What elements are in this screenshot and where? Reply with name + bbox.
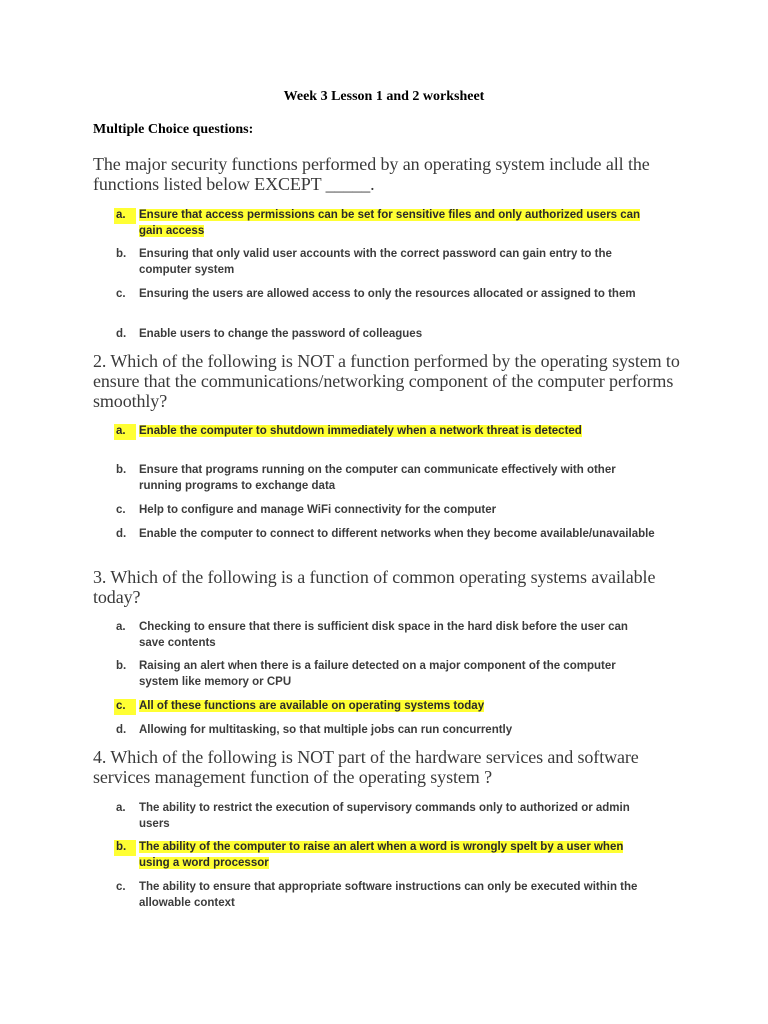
option-text-highlighted: The ability of the computer to raise an alert when a word is wrongly spelt by a user when using a word processor bbox=[139, 841, 624, 869]
option-letter: d. bbox=[116, 528, 127, 540]
option-letter: b. bbox=[114, 840, 136, 856]
option-text-highlighted: Enable the computer to shutdown immediately when a network threat is detected bbox=[139, 425, 582, 437]
option-text: The ability to restrict the execution of supervisory commands only to authorized or admin users bbox=[139, 802, 630, 830]
option-text: Raising an alert when there is a failure detected on a major component of the computer system like memory or CPU bbox=[139, 660, 616, 688]
q2-option-b bbox=[116, 463, 656, 494]
q4-option-b bbox=[116, 840, 656, 871]
q3-option-b bbox=[116, 659, 656, 690]
q4-option-a bbox=[116, 801, 656, 832]
q1-option-d bbox=[116, 327, 656, 343]
question-3: 3. Which of the following is a function of common operating systems available today? bbox=[93, 567, 656, 607]
option-letter: c. bbox=[116, 881, 126, 893]
option-letter: c. bbox=[116, 288, 126, 300]
document-title: Week 3 Lesson 1 and 2 worksheet bbox=[283, 89, 485, 104]
option-letter: b. bbox=[116, 248, 127, 260]
option-text-highlighted: All of these functions are available on operating systems today bbox=[139, 700, 485, 712]
question-2: 2. Which of the following is NOT a function performed by the operating system to ensure that the communications/networking component of the computer performs smoothly? bbox=[93, 351, 680, 411]
option-text: Enable the computer to connect to different networks when they become available/unavailable bbox=[139, 528, 655, 540]
option-letter: d. bbox=[116, 328, 127, 340]
option-letter: b. bbox=[116, 660, 127, 672]
q3-option-d bbox=[116, 723, 656, 739]
q2-option-a bbox=[116, 424, 656, 440]
option-letter: c. bbox=[116, 504, 126, 516]
q1-option-b bbox=[116, 247, 656, 278]
option-text: Ensure that programs running on the computer can communicate effectively with other running programs to exchange data bbox=[139, 464, 616, 492]
option-letter: a. bbox=[116, 621, 126, 633]
q3-option-a bbox=[116, 620, 656, 651]
option-text: Ensuring the users are allowed access to only the resources allocated or assigned to them bbox=[139, 288, 636, 300]
q1-option-a bbox=[116, 208, 656, 239]
option-text: The ability to ensure that appropriate software instructions can only be executed within the allowable context bbox=[139, 881, 638, 909]
option-text: Checking to ensure that there is sufficient disk space in the hard disk before the user can save contents bbox=[139, 621, 628, 649]
q2-option-c bbox=[116, 503, 656, 519]
option-letter: a. bbox=[114, 208, 136, 224]
q4-option-c bbox=[116, 880, 656, 911]
option-text: Enable users to change the password of colleagues bbox=[139, 328, 423, 340]
question-4: 4. Which of the following is NOT part of the hardware services and software services management function of the operating system ? bbox=[93, 747, 639, 787]
option-letter: a. bbox=[114, 424, 136, 440]
question-1: The major security functions performed by an operating system include all the functions listed below EXCEPT _____. bbox=[93, 154, 650, 194]
option-letter: d. bbox=[116, 724, 127, 736]
option-text: Ensuring that only valid user accounts with the correct password can gain entry to the computer system bbox=[139, 248, 612, 276]
q1-option-c bbox=[116, 287, 656, 303]
option-letter: b. bbox=[116, 464, 127, 476]
q3-option-c bbox=[116, 699, 656, 715]
option-text: Help to configure and manage WiFi connectivity for the computer bbox=[139, 504, 497, 516]
section-heading: Multiple Choice questions: bbox=[93, 122, 254, 137]
option-letter: a. bbox=[116, 802, 126, 814]
q2-option-d bbox=[116, 527, 656, 543]
option-text-highlighted: Ensure that access permissions can be set for sensitive files and only authorized users can gain access bbox=[139, 209, 641, 237]
option-text: Allowing for multitasking, so that multiple jobs can run concurrently bbox=[139, 724, 513, 736]
option-letter: c. bbox=[114, 699, 136, 715]
